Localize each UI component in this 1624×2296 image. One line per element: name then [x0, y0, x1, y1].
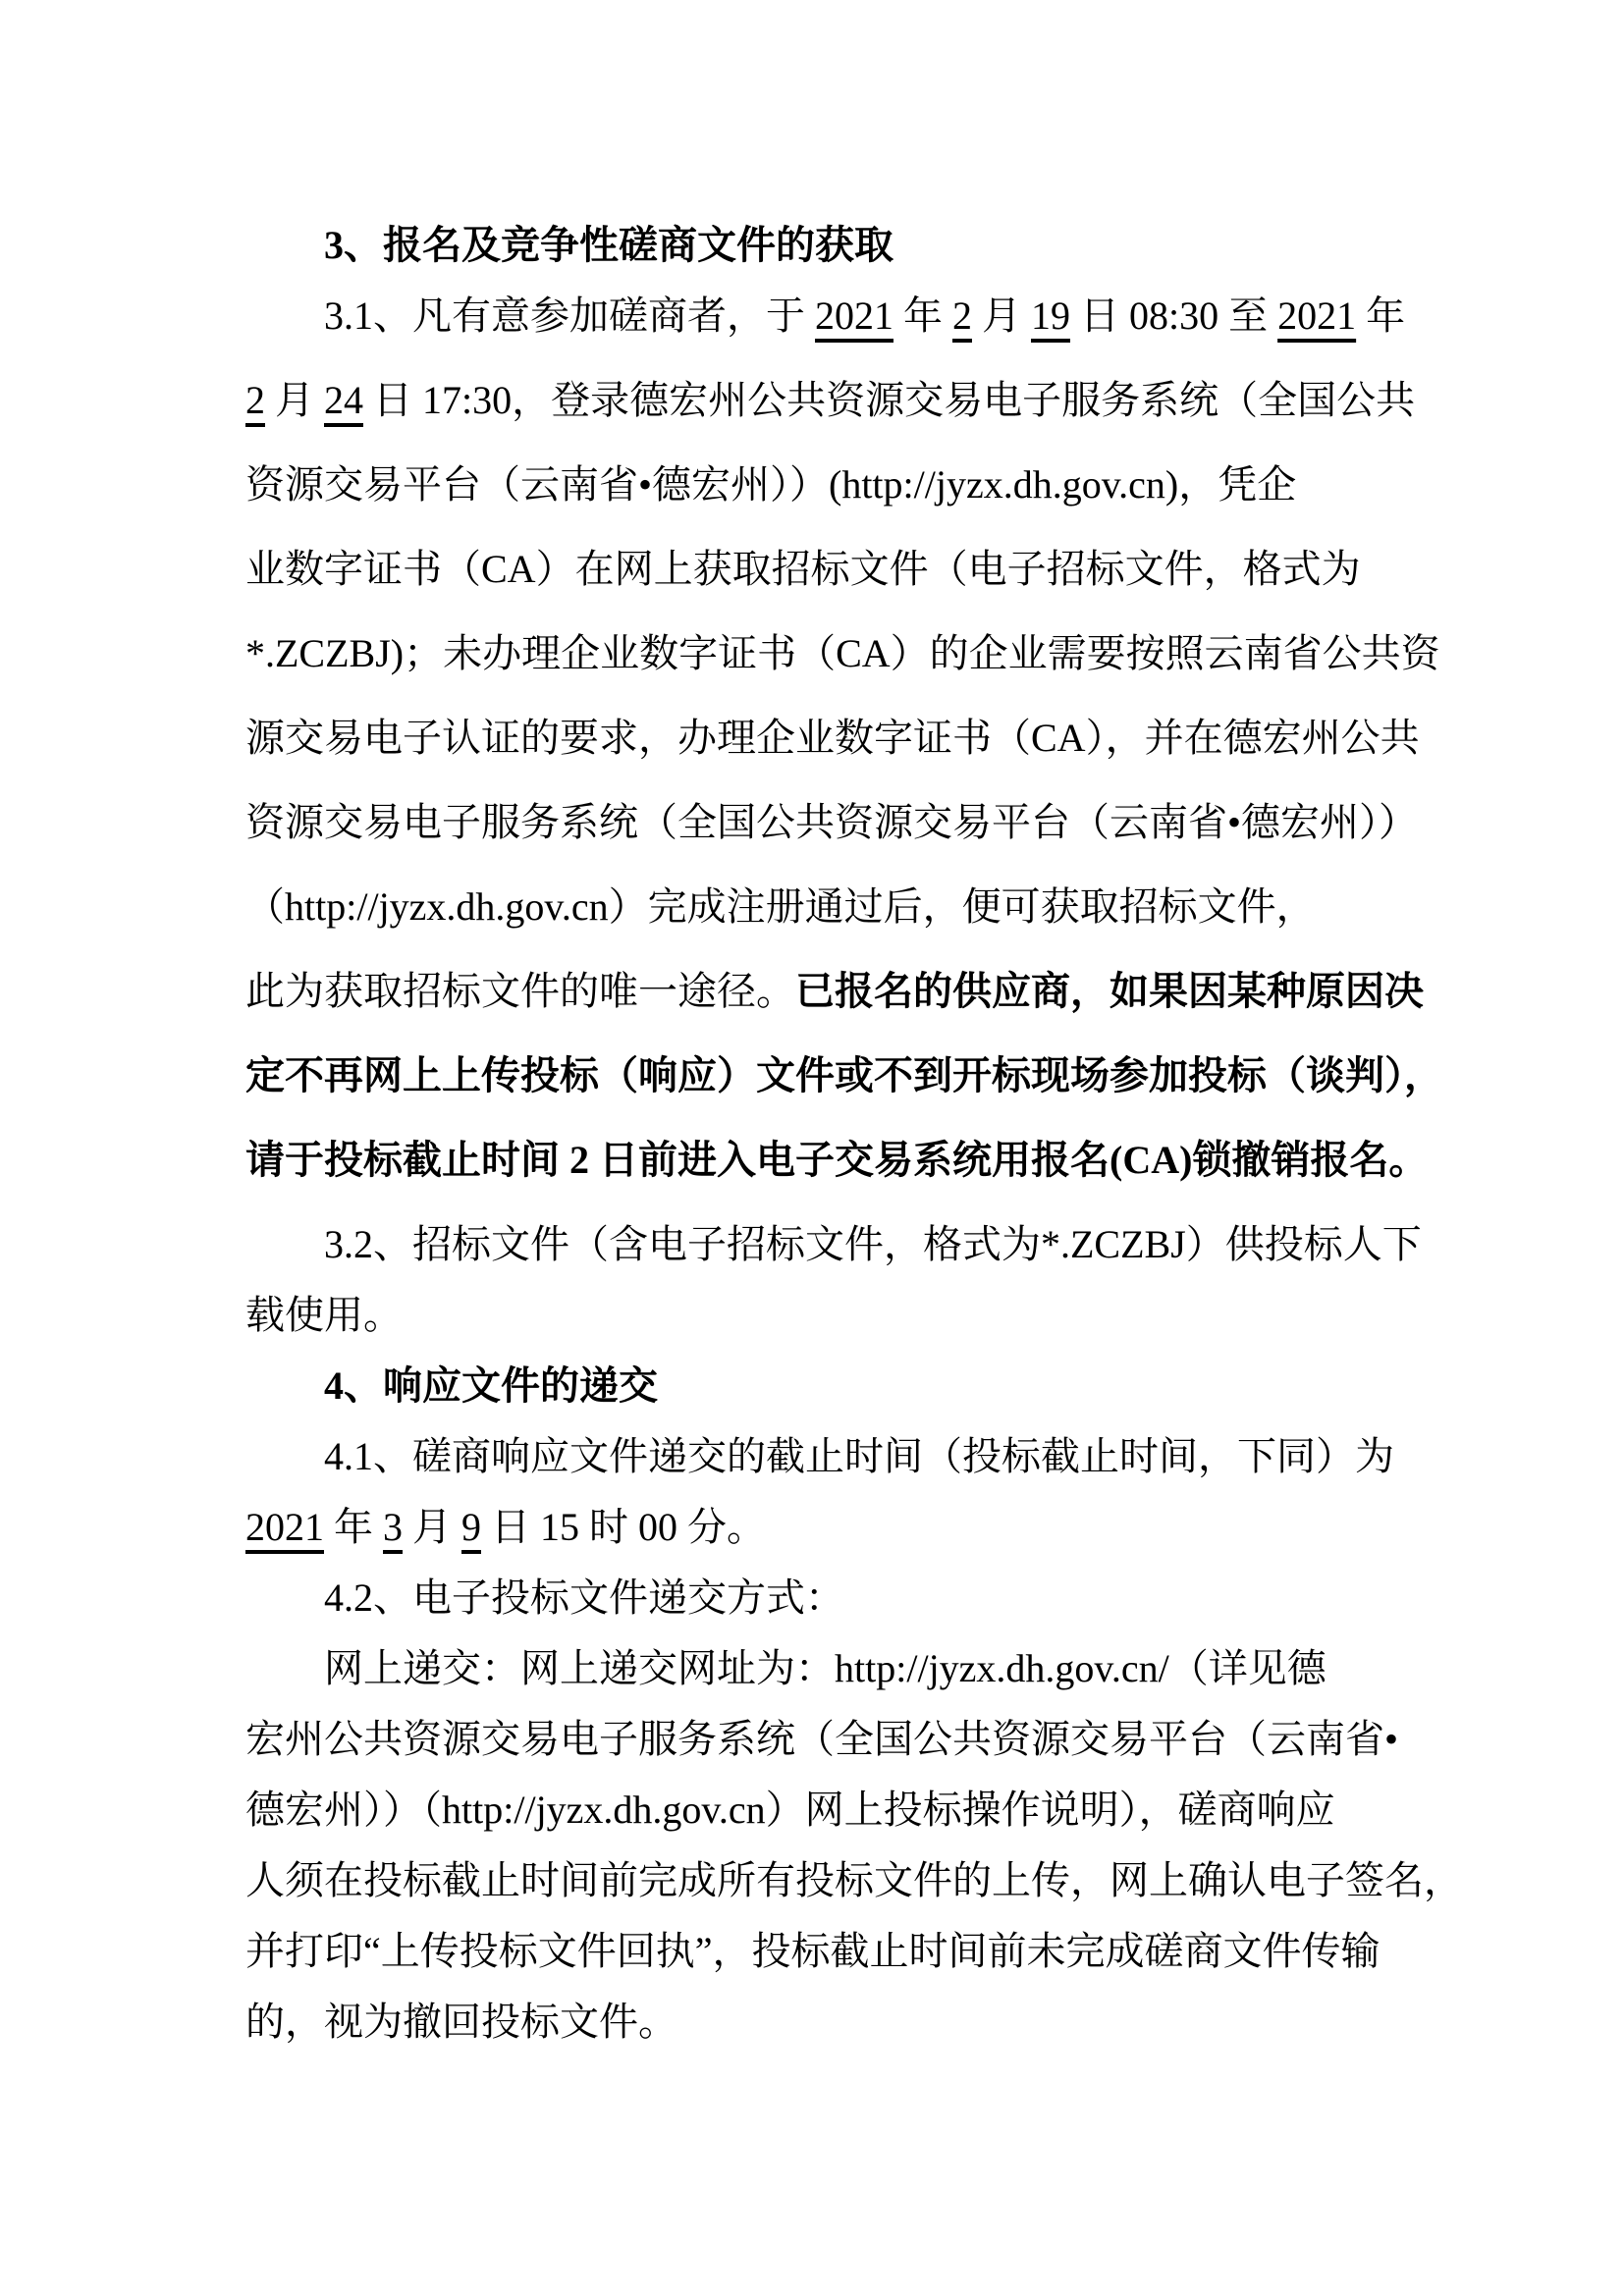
underlined-date: 3 — [383, 1505, 403, 1549]
text-line — [245, 1433, 1483, 1504]
text-line — [245, 630, 1483, 715]
text-segment: 业数字证书（CA）在网上获取招标文件（电子招标文件，格式为 — [245, 547, 1361, 591]
text-line — [245, 1645, 1483, 1716]
text-segment: 月 — [265, 378, 324, 422]
text-segment: 年 — [893, 294, 952, 338]
text-segment: 此为获取招标文件的唯一途径。 — [245, 969, 795, 1013]
text-segment: 的，视为撤回投标文件。 — [245, 2000, 677, 2044]
text-segment: 年 — [324, 1505, 383, 1549]
underlined-date: 19 — [1031, 294, 1070, 338]
text-segment: 载使用。 — [245, 1293, 403, 1337]
text-line — [245, 1999, 1483, 2069]
underlined-date: 2021 — [815, 294, 893, 338]
text-line — [245, 1857, 1483, 1928]
text-segment: 月 — [403, 1505, 461, 1549]
underlined-date: 9 — [461, 1505, 481, 1549]
text-line — [245, 1221, 1483, 1292]
text-segment: *.ZCZBJ)；未办理企业数字证书（CA）的企业需要按照云南省公共资 — [245, 631, 1440, 675]
underlined-date: 2 — [245, 378, 265, 422]
text-segment: 3.2、招标文件（含电子招标文件，格式为*.ZCZBJ）供投标人下 — [324, 1222, 1422, 1266]
text-line — [245, 799, 1483, 883]
bold-text: 定不再网上上传投标（响应）文件或不到开标现场参加投标（谈判）， — [245, 1053, 1443, 1097]
text-line — [245, 1292, 1483, 1362]
text-line — [245, 461, 1483, 546]
text-segment: 日 15 时 00 分。 — [481, 1505, 766, 1549]
underlined-date: 2 — [952, 294, 972, 338]
text-segment: 资源交易电子服务系统（全国公共资源交易平台（云南省•德宏州）） — [245, 800, 1419, 844]
text-segment: 德宏州））（http://jyzx.dh.gov.cn）网上投标操作说明），磋商响应 — [245, 1788, 1335, 1832]
text-line — [245, 1928, 1483, 1999]
text-line — [245, 1052, 1483, 1137]
text-segment: （http://jyzx.dh.gov.cn）完成注册通过后，便可获取招标文件， — [245, 884, 1316, 929]
text-segment: 网上递交：网上递交网址为：http://jyzx.dh.gov.cn/（详见德 — [324, 1646, 1326, 1690]
bold-text: 已报名的供应商，如果因某种原因决 — [795, 969, 1424, 1013]
text-line — [245, 968, 1483, 1052]
bold-text: 3、报名及竞争性磋商文件的获取 — [324, 223, 893, 267]
underlined-date: 2021 — [1277, 294, 1357, 338]
text-line — [245, 1504, 1483, 1575]
text-segment: 4.1、磋商响应文件递交的截止时间（投标截止时间，下同）为 — [324, 1434, 1394, 1478]
text-line — [245, 715, 1483, 799]
document-content — [245, 222, 1483, 2069]
text-segment: 4.2、电子投标文件递交方式： — [324, 1575, 844, 1620]
text-segment: 源交易电子认证的要求，办理企业数字证书（CA），并在德宏州公共 — [245, 716, 1420, 760]
text-segment: 月 — [972, 294, 1031, 338]
text-line — [245, 1137, 1483, 1221]
text-segment: 日 17:30，登录德宏州公共资源交易电子服务系统（全国公共 — [363, 378, 1416, 422]
text-line — [245, 546, 1483, 630]
text-segment: 资源交易平台（云南省•德宏州））(http://jyzx.dh.gov.cn)，凭企 — [245, 462, 1297, 507]
section-heading — [245, 222, 1483, 293]
text-segment: 宏州公共资源交易电子服务系统（全国公共资源交易平台（云南省• — [245, 1717, 1399, 1761]
text-line — [245, 1787, 1483, 1857]
text-line — [245, 377, 1483, 461]
text-line — [245, 1575, 1483, 1645]
text-segment: 人须在投标截止时间前完成所有投标文件的上传，网上确认电子签名， — [245, 1858, 1463, 1902]
text-segment: 日 08:30 至 — [1070, 294, 1278, 338]
underlined-date: 24 — [324, 378, 363, 422]
text-line — [245, 883, 1483, 968]
text-line — [245, 293, 1483, 377]
text-segment: 并打印“上传投标文件回执”，投标截止时间前未完成磋商文件传输 — [245, 1929, 1380, 1973]
section-heading — [245, 1362, 1483, 1433]
bold-text: 4、响应文件的递交 — [324, 1363, 658, 1408]
text-segment: 3.1、凡有意参加磋商者，于 — [324, 294, 815, 338]
bold-text: 请于投标截止时间 2 日前进入电子交易系统用报名(CA)锁撤销报名。 — [245, 1138, 1429, 1182]
text-line — [245, 1716, 1483, 1787]
underlined-date: 2021 — [245, 1505, 324, 1549]
text-segment: 年 — [1356, 294, 1406, 338]
